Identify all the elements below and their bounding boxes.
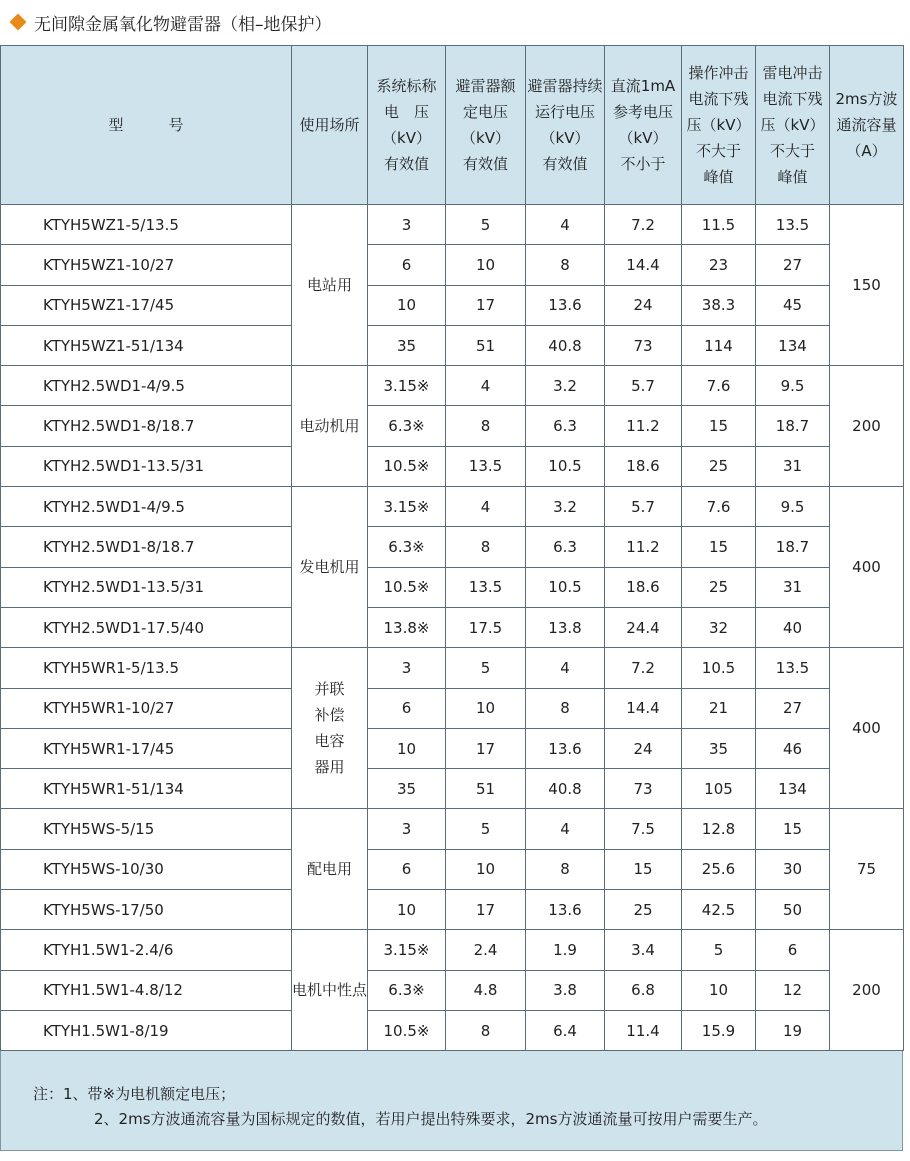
cell-sys-voltage: 13.8※ — [368, 607, 446, 647]
cell-sys-voltage: 6.3※ — [368, 970, 446, 1010]
notes-box — [0, 1051, 903, 1151]
header-cont-voltage — [526, 46, 605, 205]
header-square-wave — [830, 46, 904, 205]
cell-dc-ref: 14.4 — [605, 688, 682, 728]
cell-cont-voltage: 13.6 — [526, 728, 605, 768]
cell-lightning: 30 — [756, 849, 830, 889]
cell-capacity: 200 — [830, 930, 904, 1051]
cell-sys-voltage: 35 — [368, 325, 446, 365]
cell-dc-ref: 24 — [605, 285, 682, 325]
cell-lightning: 9.5 — [756, 487, 830, 527]
cell-sys-voltage: 3.15※ — [368, 930, 446, 970]
cell-site — [292, 205, 368, 366]
cell-cont-voltage: 1.9 — [526, 930, 605, 970]
cell-capacity: 150 — [830, 205, 904, 366]
header-line: 有效值 — [462, 155, 508, 173]
cell-switching: 42.5 — [682, 890, 756, 930]
table-row — [1, 527, 904, 567]
cell-model: KTYH5WS-17/50 — [1, 890, 292, 930]
table-row — [1, 849, 904, 889]
table-row — [1, 1010, 904, 1050]
cell-dc-ref: 7.2 — [605, 648, 682, 688]
cell-lightning: 15 — [756, 809, 830, 849]
table-header — [1, 46, 904, 205]
note-line-2: 2、2ms方波通流容量为国标规定的数值，若用户提出特殊要求，2ms方波通流量可按用户需要生产。 — [94, 1110, 768, 1128]
cell-rated-voltage: 17 — [446, 728, 526, 768]
cell-model: KTYH5WZ1-5/13.5 — [1, 205, 292, 245]
cell-cont-voltage: 8 — [526, 245, 605, 285]
table-row — [1, 688, 904, 728]
cell-rated-voltage: 17.5 — [446, 607, 526, 647]
site-line: 配电用 — [306, 860, 352, 879]
cell-dc-ref: 5.7 — [605, 366, 682, 406]
cell-cont-voltage: 3.8 — [526, 970, 605, 1010]
cell-lightning: 31 — [756, 446, 830, 486]
cell-model: KTYH2.5WD1-8/18.7 — [1, 527, 292, 567]
cell-sys-voltage: 10 — [368, 728, 446, 768]
table-row — [1, 366, 904, 406]
cell-lightning: 46 — [756, 728, 830, 768]
header-model: 型 号 — [1, 46, 292, 205]
cell-dc-ref: 7.2 — [605, 205, 682, 245]
header-line: 不大于 — [769, 142, 815, 160]
cell-lightning: 134 — [756, 769, 830, 809]
cell-dc-ref: 5.7 — [605, 487, 682, 527]
table-row — [1, 970, 904, 1010]
cell-rated-voltage: 51 — [446, 769, 526, 809]
cell-lightning: 45 — [756, 285, 830, 325]
table-row — [1, 648, 904, 688]
cell-dc-ref: 14.4 — [605, 245, 682, 285]
cell-cont-voltage: 40.8 — [526, 769, 605, 809]
cell-site — [292, 809, 368, 930]
cell-switching: 5 — [682, 930, 756, 970]
site-line: 电机中性点 — [292, 981, 368, 1000]
cell-dc-ref: 18.6 — [605, 567, 682, 607]
cell-switching: 114 — [682, 325, 756, 365]
site-line: 并联 — [314, 680, 345, 699]
cell-switching: 10 — [682, 970, 756, 1010]
cell-sys-voltage: 10.5※ — [368, 567, 446, 607]
cell-switching: 10.5 — [682, 648, 756, 688]
cell-switching: 7.6 — [682, 366, 756, 406]
table-row — [1, 769, 904, 809]
diamond-bullet-icon — [10, 14, 27, 31]
cell-dc-ref: 18.6 — [605, 446, 682, 486]
cell-site — [292, 487, 368, 648]
cell-cont-voltage: 3.2 — [526, 366, 605, 406]
cell-site — [292, 648, 368, 809]
cell-model: KTYH1.5W1-2.4/6 — [1, 930, 292, 970]
cell-rated-voltage: 4 — [446, 366, 526, 406]
cell-capacity: 400 — [830, 487, 904, 648]
cell-dc-ref: 11.2 — [605, 527, 682, 567]
cell-dc-ref: 24 — [605, 728, 682, 768]
cell-model: KTYH5WR1-51/134 — [1, 769, 292, 809]
cell-sys-voltage: 10 — [368, 890, 446, 930]
cell-cont-voltage: 3.2 — [526, 487, 605, 527]
table-row — [1, 205, 904, 245]
cell-lightning: 12 — [756, 970, 830, 1010]
note-line-1: 注：1、带※为电机额定电压； — [33, 1085, 236, 1103]
header-line: 通流容量 — [836, 116, 897, 134]
cell-rated-voltage: 13.5 — [446, 567, 526, 607]
cell-cont-voltage: 40.8 — [526, 325, 605, 365]
cell-rated-voltage: 8 — [446, 1010, 526, 1050]
cell-model: KTYH2.5WD1-8/18.7 — [1, 406, 292, 446]
site-line: 发电机用 — [299, 558, 360, 577]
cell-dc-ref: 11.2 — [605, 406, 682, 446]
cell-cont-voltage: 8 — [526, 688, 605, 728]
header-line: 操作冲击 — [688, 64, 749, 82]
cell-cont-voltage: 6.4 — [526, 1010, 605, 1050]
header-sys-voltage — [368, 46, 446, 205]
cell-rated-voltage: 17 — [446, 285, 526, 325]
table-row — [1, 487, 904, 527]
cell-switching: 11.5 — [682, 205, 756, 245]
spec-table — [0, 45, 904, 1051]
cell-rated-voltage: 10 — [446, 849, 526, 889]
cell-lightning: 50 — [756, 890, 830, 930]
site-line: 补偿 — [314, 706, 345, 725]
cell-switching: 15.9 — [682, 1010, 756, 1050]
cell-switching: 15 — [682, 527, 756, 567]
cell-lightning: 27 — [756, 688, 830, 728]
site-line: 器用 — [314, 758, 345, 777]
cell-sys-voltage: 6.3※ — [368, 527, 446, 567]
cell-rated-voltage: 5 — [446, 205, 526, 245]
cell-sys-voltage: 6 — [368, 245, 446, 285]
cell-sys-voltage: 3 — [368, 205, 446, 245]
cell-rated-voltage: 5 — [446, 809, 526, 849]
header-lightning — [756, 46, 830, 205]
cell-sys-voltage: 6 — [368, 849, 446, 889]
cell-dc-ref: 73 — [605, 325, 682, 365]
cell-model: KTYH1.5W1-4.8/12 — [1, 970, 292, 1010]
cell-sys-voltage: 3 — [368, 648, 446, 688]
site-line: 电站用 — [306, 276, 352, 295]
cell-switching: 25 — [682, 567, 756, 607]
table-row — [1, 728, 904, 768]
cell-cont-voltage: 13.6 — [526, 890, 605, 930]
header-rated-voltage — [446, 46, 526, 205]
table-row — [1, 930, 904, 970]
cell-model: KTYH2.5WD1-4/9.5 — [1, 366, 292, 406]
cell-rated-voltage: 8 — [446, 406, 526, 446]
cell-dc-ref: 11.4 — [605, 1010, 682, 1050]
cell-site — [292, 930, 368, 1051]
header-line: 有效值 — [542, 155, 588, 173]
cell-sys-voltage: 10.5※ — [368, 1010, 446, 1050]
cell-sys-voltage: 3 — [368, 809, 446, 849]
cell-sys-voltage: 3.15※ — [368, 487, 446, 527]
cell-rated-voltage: 4.8 — [446, 970, 526, 1010]
cell-cont-voltage: 13.8 — [526, 607, 605, 647]
header-site: 使用场所 — [292, 46, 368, 205]
header-line: 有效值 — [383, 155, 429, 173]
cell-switching: 7.6 — [682, 487, 756, 527]
header-line: 2ms方波 — [835, 90, 898, 108]
header-line: 系统标称 — [376, 77, 437, 95]
cell-lightning: 18.7 — [756, 406, 830, 446]
cell-model: KTYH5WS-5/15 — [1, 809, 292, 849]
cell-switching: 32 — [682, 607, 756, 647]
header-line: 峰值 — [703, 168, 734, 186]
header-line: 不大于 — [695, 142, 741, 160]
header-line: 不小于 — [620, 155, 666, 173]
header-line: （kV） — [461, 129, 510, 147]
cell-model: KTYH5WZ1-17/45 — [1, 285, 292, 325]
cell-sys-voltage: 10.5※ — [368, 446, 446, 486]
table-body — [1, 205, 904, 1051]
table-row — [1, 809, 904, 849]
header-line: 定电压 — [462, 103, 508, 121]
cell-lightning: 13.5 — [756, 205, 830, 245]
header-line: 直流1mA — [610, 77, 676, 95]
cell-model: KTYH2.5WD1-13.5/31 — [1, 567, 292, 607]
cell-model: KTYH5WR1-10/27 — [1, 688, 292, 728]
header-line: 雷电冲击 — [762, 64, 823, 82]
cell-switching: 15 — [682, 406, 756, 446]
cell-cont-voltage: 6.3 — [526, 406, 605, 446]
title-text: 无间隙金属氧化物避雷器（相–地保护） — [34, 14, 332, 35]
cell-cont-voltage: 4 — [526, 809, 605, 849]
cell-cont-voltage: 13.6 — [526, 285, 605, 325]
cell-switching: 23 — [682, 245, 756, 285]
cell-switching: 25 — [682, 446, 756, 486]
cell-dc-ref: 24.4 — [605, 607, 682, 647]
cell-model: KTYH5WS-10/30 — [1, 849, 292, 889]
cell-rated-voltage: 8 — [446, 527, 526, 567]
cell-sys-voltage: 35 — [368, 769, 446, 809]
header-switching — [682, 46, 756, 205]
cell-sys-voltage: 6.3※ — [368, 406, 446, 446]
header-line: 峰值 — [777, 168, 808, 186]
table-row — [1, 567, 904, 607]
site-line: 电动机用 — [299, 417, 360, 436]
cell-sys-voltage: 3.15※ — [368, 366, 446, 406]
table-row — [1, 245, 904, 285]
cell-lightning: 18.7 — [756, 527, 830, 567]
header-line: 避雷器持续 — [527, 77, 603, 95]
cell-capacity: 400 — [830, 648, 904, 809]
cell-switching: 38.3 — [682, 285, 756, 325]
header-line: （A） — [846, 142, 887, 160]
cell-lightning: 31 — [756, 567, 830, 607]
cell-sys-voltage: 6 — [368, 688, 446, 728]
cell-model: KTYH5WZ1-10/27 — [1, 245, 292, 285]
header-line: （kV） — [540, 129, 590, 147]
cell-cont-voltage: 10.5 — [526, 567, 605, 607]
cell-switching: 105 — [682, 769, 756, 809]
cell-lightning: 19 — [756, 1010, 830, 1050]
cell-lightning: 6 — [756, 930, 830, 970]
header-line: 电 压 — [383, 103, 429, 121]
cell-dc-ref: 3.4 — [605, 930, 682, 970]
header-line: 参考电压 — [612, 103, 673, 121]
table-row — [1, 890, 904, 930]
cell-lightning: 134 — [756, 325, 830, 365]
header-line: 压（kV） — [686, 116, 751, 134]
cell-dc-ref: 7.5 — [605, 809, 682, 849]
header-line: 运行电压 — [534, 103, 595, 121]
cell-lightning: 27 — [756, 245, 830, 285]
cell-switching: 25.6 — [682, 849, 756, 889]
table-row — [1, 406, 904, 446]
cell-switching: 21 — [682, 688, 756, 728]
cell-capacity: 75 — [830, 809, 904, 930]
cell-rated-voltage: 5 — [446, 648, 526, 688]
cell-rated-voltage: 10 — [446, 245, 526, 285]
table-row — [1, 285, 904, 325]
cell-model: KTYH2.5WD1-17.5/40 — [1, 607, 292, 647]
cell-rated-voltage: 2.4 — [446, 930, 526, 970]
cell-model: KTYH5WR1-17/45 — [1, 728, 292, 768]
cell-dc-ref: 25 — [605, 890, 682, 930]
header-dc-ref — [605, 46, 682, 205]
cell-cont-voltage: 6.3 — [526, 527, 605, 567]
cell-rated-voltage: 13.5 — [446, 446, 526, 486]
cell-dc-ref: 73 — [605, 769, 682, 809]
cell-switching: 12.8 — [682, 809, 756, 849]
header-line: 避雷器额 — [455, 77, 516, 95]
cell-lightning: 13.5 — [756, 648, 830, 688]
header-line: （kV） — [618, 129, 668, 147]
cell-rated-voltage: 51 — [446, 325, 526, 365]
cell-model: KTYH2.5WD1-4/9.5 — [1, 487, 292, 527]
cell-lightning: 9.5 — [756, 366, 830, 406]
header-line: 电流下残 — [762, 90, 823, 108]
header-line: 电流下残 — [688, 90, 749, 108]
cell-model: KTYH5WR1-5/13.5 — [1, 648, 292, 688]
cell-rated-voltage: 4 — [446, 487, 526, 527]
cell-dc-ref: 6.8 — [605, 970, 682, 1010]
header-line: （kV） — [382, 129, 431, 147]
table-row — [1, 607, 904, 647]
cell-site — [292, 366, 368, 487]
header-line: 压（kV） — [760, 116, 825, 134]
cell-switching: 35 — [682, 728, 756, 768]
cell-model: KTYH1.5W1-8/19 — [1, 1010, 292, 1050]
cell-lightning: 40 — [756, 607, 830, 647]
cell-dc-ref: 15 — [605, 849, 682, 889]
cell-model: KTYH2.5WD1-13.5/31 — [1, 446, 292, 486]
page-title — [8, 9, 332, 35]
table-row — [1, 446, 904, 486]
cell-model: KTYH5WZ1-51/134 — [1, 325, 292, 365]
cell-cont-voltage: 8 — [526, 849, 605, 889]
site-line: 电容 — [314, 732, 345, 751]
cell-capacity: 200 — [830, 366, 904, 487]
cell-sys-voltage: 10 — [368, 285, 446, 325]
cell-cont-voltage: 4 — [526, 205, 605, 245]
table-row — [1, 325, 904, 365]
cell-rated-voltage: 10 — [446, 688, 526, 728]
cell-cont-voltage: 10.5 — [526, 446, 605, 486]
cell-cont-voltage: 4 — [526, 648, 605, 688]
cell-rated-voltage: 17 — [446, 890, 526, 930]
